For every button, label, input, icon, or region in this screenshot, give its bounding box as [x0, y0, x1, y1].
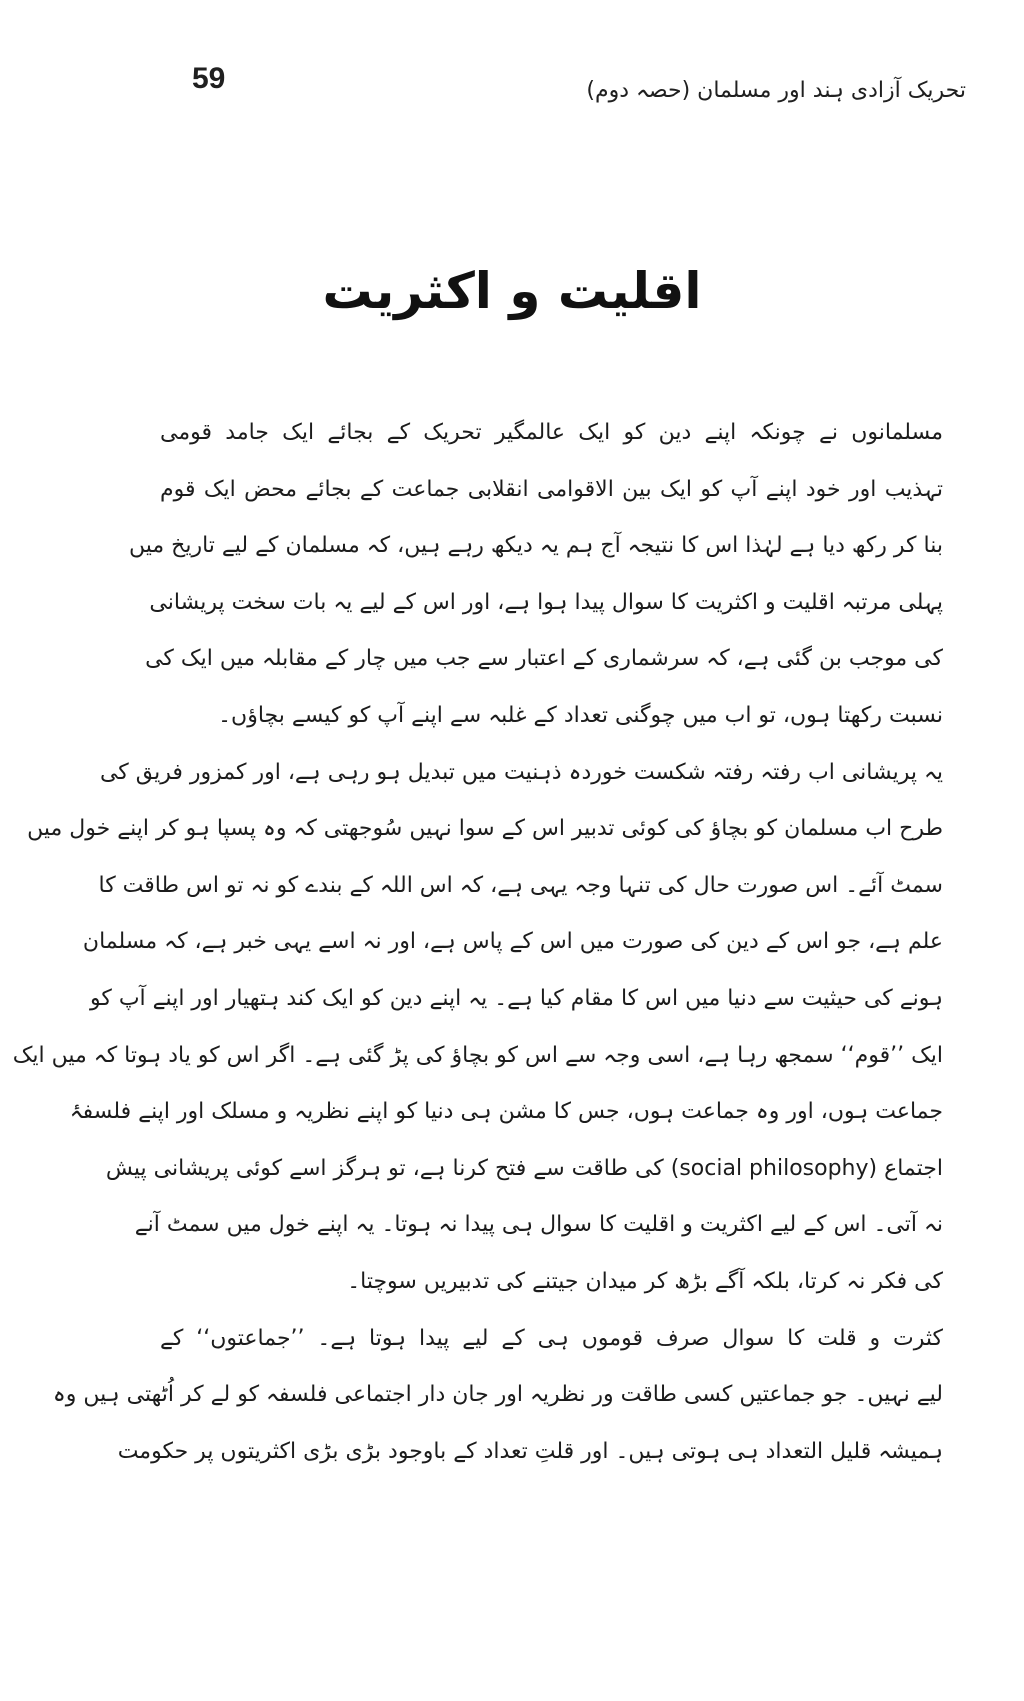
text-line: تہذیب اور خود اپنے آپ کو ایک بین الاقوامی انقلابی جماعت کے بجائے محض ایک قوم: [160, 476, 943, 502]
text-line: اجتماع (social philosophy) کی طاقت سے فتح کرنا ہے، تو ہرگز اسے کوئی پریشانی پیش: [105, 1155, 943, 1181]
text-line: یہ پریشانی اب رفتہ رفتہ شکست خوردہ ذہنیت میں تبدیل ہو رہی ہے، اور کمزور فریق کی: [99, 759, 943, 785]
text-line: نسبت رکھتا ہوں، تو اب میں چوگنی تعداد کے غلبہ سے اپنے آپ کو کیسے بچاؤں۔: [218, 702, 943, 728]
text-line: کی موجب بن گئی ہے، کہ سرشماری کے اعتبار سے جب میں چار کے مقابلہ میں ایک کی: [145, 646, 943, 672]
text-line: نہ آتی۔ اس کے لیے اکثریت و اقلیت کا سوال ہی پیدا نہ ہوتا۔ یہ اپنے خول میں سمٹ آنے: [134, 1212, 943, 1238]
text-line: علم ہے، جو اس کے دین کی صورت میں اس کے پاس ہے، اور نہ اسے یہی خبر ہے، کہ مسلمان: [82, 929, 943, 955]
chapter-title: اقلیت و اکثریت: [322, 262, 702, 320]
page-number: 59: [192, 62, 226, 95]
text-line: جماعت ہوں، اور وہ جماعت ہوں، جس کا مشن ہی دنیا کو اپنے نظریہ و مسلک اور اپنے فلسفۂ: [69, 1099, 943, 1125]
text-line: ہمیشہ قلیل التعداد ہی ہوتی ہیں۔ اور قلتِ تعداد کے باوجود بڑی بڑی اکثریتوں پر حکومت: [117, 1438, 943, 1464]
text-line: کثرت و قلت کا سوال صرف قوموں ہی کے لیے پیدا ہوتا ہے۔ ’’جماعتوں‘‘ کے: [160, 1325, 943, 1351]
text-line: لیے نہیں۔ جو جماعتیں کسی طاقت ور نظریہ اور جان دار اجتماعی فلسفہ کو لے کر اُٹھتی ہیں وہ: [52, 1382, 943, 1408]
text-line: مسلمانوں نے چونکہ اپنے دین کو ایک عالمگیر تحریک کے بجائے ایک جامد قومی: [160, 420, 943, 445]
text-line: پہلی مرتبہ اقلیت و اکثریت کا سوال پیدا ہوا ہے، اور اس کے لیے یہ بات سخت پریشانی: [149, 589, 943, 615]
text-line: بنا کر رکھ دیا ہے لہٰذا اس کا نتیجہ آج ہم یہ دیکھ رہے ہیں، کہ مسلمان کے لیے تاریخ میں: [128, 533, 943, 559]
text-line: سمٹ آئے۔ اس صورت حال کی تنہا وجہ یہی ہے، کہ اس اللہ کے بندے کو نہ تو اس طاقت کا: [98, 872, 943, 898]
running-header-title: تحریک آزادی ہند اور مسلمان (حصہ دوم): [586, 78, 966, 103]
text-line: ایک ’’قوم‘‘ سمجھ رہا ہے، اسی وجہ سے اس کو بچاؤ کی پڑ گئی ہے۔ اگر اس کو یاد ہوتا کہ میں ایک: [12, 1042, 943, 1068]
text-line: ہونے کی حیثیت سے دنیا میں اس کا مقام کیا ہے۔ یہ اپنے دین کو ایک کند ہتھیار اور اپنے آپ کو: [90, 985, 943, 1011]
text-line: کی فکر نہ کرتا، بلکہ آگے بڑھ کر میدان جیتنے کی تدبیریں سوچتا۔: [347, 1268, 943, 1294]
text-line: طرح اب مسلمان کو بچاؤ کی کوئی تدبیر اس کے سوا نہیں سُوجھتی کہ وہ پسپا ہو کر اپنے خول میں: [27, 816, 943, 842]
body-text: [12, 405, 943, 1480]
